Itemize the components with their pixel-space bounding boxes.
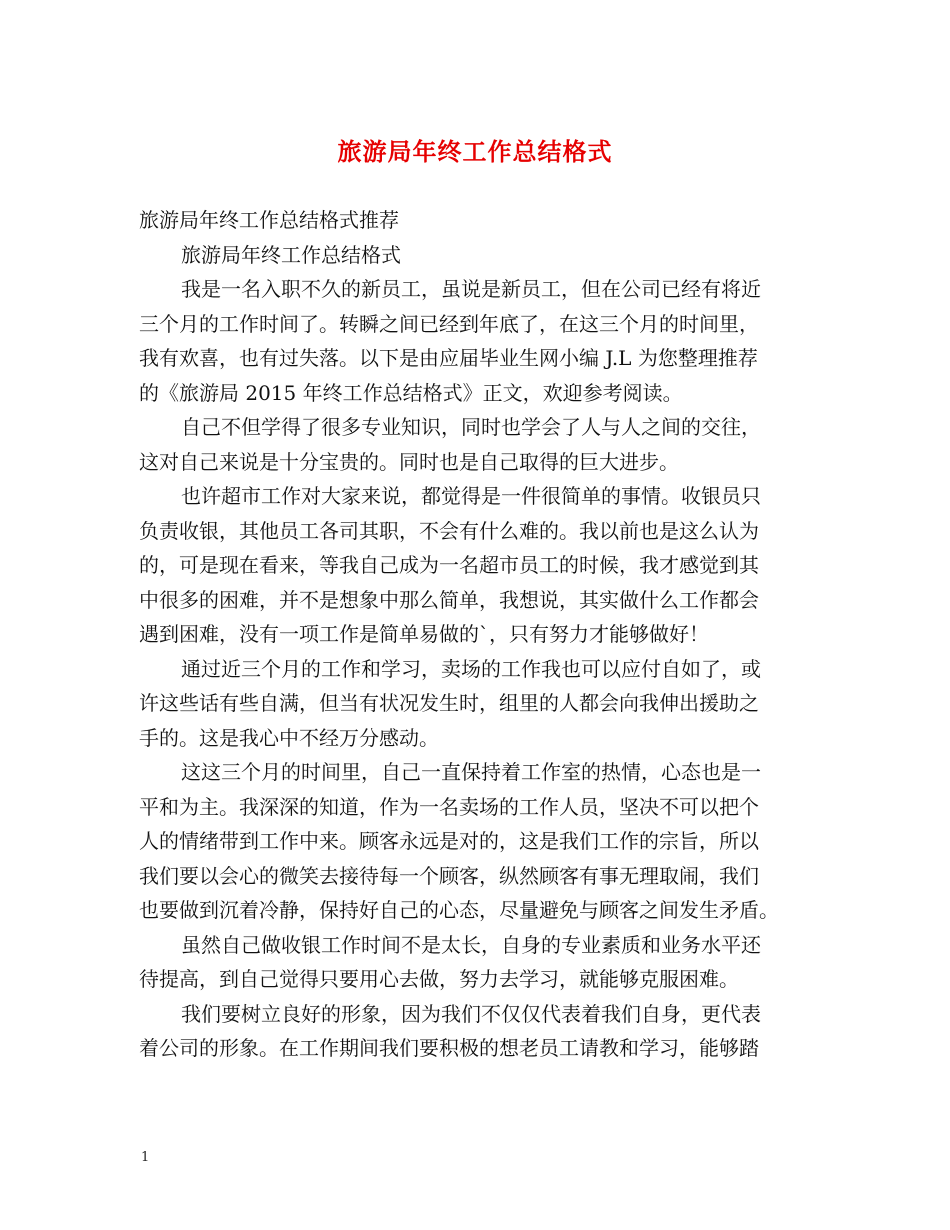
paragraph-line: 着公司的形象。在工作期间我们要积极的想老员工请教和学习，能够踏 bbox=[139, 1036, 759, 1060]
paragraph-line: 这对自己来说是十分宝贵的。同时也是自己取得的巨大进步。 bbox=[139, 449, 679, 474]
paragraph-line: 遇到困难，没有一项工作是简单易做的`，只有努力才能够做好！ bbox=[139, 622, 709, 646]
paragraph-line: 通过近三个月的工作和学习，卖场的工作我也可以应付自如了，或 bbox=[181, 656, 761, 681]
document-title: 旅游局年终工作总结格式 bbox=[337, 137, 613, 166]
paragraph-line: 待提高，到自己觉得只要用心去做，努力去学习，就能够克服困难。 bbox=[139, 967, 739, 991]
paragraph-line: 虽然自己做收银工作时间不是太长，自身的专业素质和业务水平还 bbox=[181, 932, 761, 957]
paragraph-line: 中很多的困难，并不是想象中那么简单，我想说，其实做什么工作都会 bbox=[139, 587, 759, 612]
paragraph-line: 我们要以会心的微笑去接待每一个顾客，纵然顾客有事无理取闹，我们 bbox=[139, 863, 759, 888]
paragraph-line: 也许超市工作对大家来说，都觉得是一件很简单的事情。收银员只 bbox=[181, 484, 761, 508]
paragraph-line: 也要做到沉着冷静，保持好自己的心态，尽量避免与顾客之间发生矛盾。 bbox=[139, 898, 779, 922]
paragraph-line: 手的。这是我心中不经万分感动。 bbox=[139, 725, 439, 750]
paragraph-line: 自己不但学得了很多专业知识，同时也学会了人与人之间的交往， bbox=[181, 415, 761, 439]
subtitle-line: 旅游局年终工作总结格式推荐 bbox=[139, 208, 399, 232]
heading-line: 旅游局年终工作总结格式 bbox=[181, 242, 401, 267]
paragraph-line: 三个月的工作时间了。转瞬之间已经到年底了，在这三个月的时间里， bbox=[139, 311, 759, 336]
paragraph-line: 平和为主。我深深的知道，作为一名卖场的工作人员，坚决不可以把个 bbox=[139, 794, 759, 819]
paragraph-line: 这这三个月的时间里，自己一直保持着工作室的热情，心态也是一 bbox=[181, 760, 761, 784]
paragraph-line: 许这些话有些自满，但当有状况发生时，组里的人都会向我伸出援助之 bbox=[139, 691, 759, 715]
paragraph-line: 负责收银，其他员工各司其职，不会有什么难的。我以前也是这么认为 bbox=[139, 518, 759, 543]
paragraph-line: 的《旅游局 2015 年终工作总结格式》正文，欢迎参考阅读。 bbox=[139, 380, 683, 405]
paragraph-line: 的，可是现在看来，等我自己成为一名超市员工的时候，我才感觉到其 bbox=[139, 553, 759, 577]
paragraph-line: 我有欢喜，也有过失落。以下是由应届毕业生网小编 J.L 为您整理推荐 bbox=[139, 346, 758, 370]
paragraph-line: 我们要树立良好的形象，因为我们不仅仅代表着我们自身，更代表 bbox=[181, 1001, 761, 1026]
page-number: 1 bbox=[141, 1150, 150, 1165]
document-body bbox=[139, 203, 831, 1066]
paragraph-line: 人的情绪带到工作中来。顾客永远是对的，这是我们工作的宗旨，所以 bbox=[139, 829, 759, 853]
paragraph-line: 我是一名入职不久的新员工，虽说是新员工，但在公司已经有将近 bbox=[181, 277, 761, 301]
